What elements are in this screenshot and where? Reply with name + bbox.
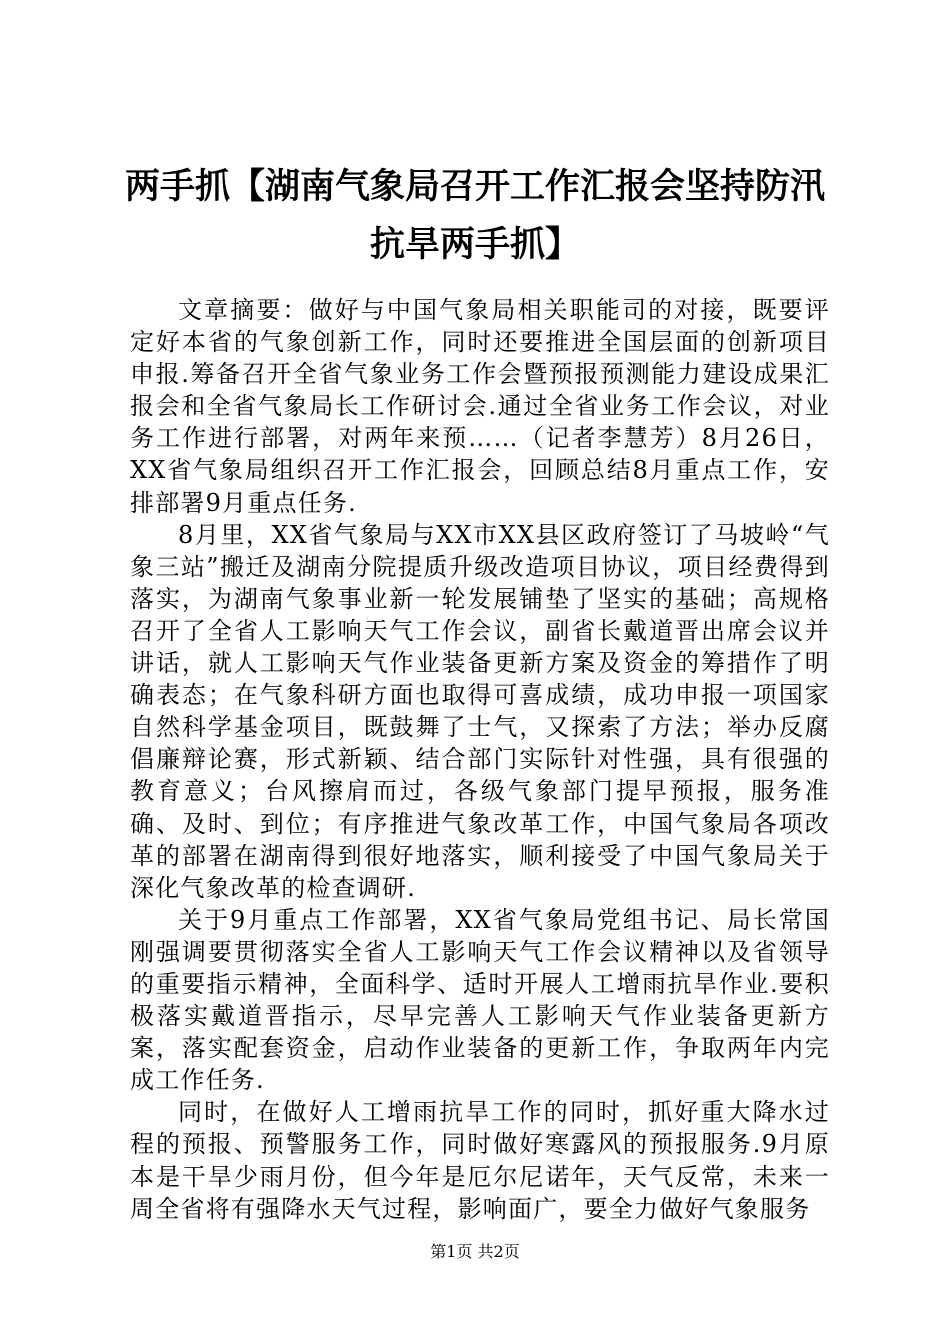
page-footer	[0, 1242, 950, 1262]
document-body	[130, 294, 830, 1225]
paragraph-august-work: 8月里，XX省气象局与XX市XX县区政府签订了马坡岭“气象三站”搬迁及湖南分院提质升级改造项目协议，项目经费得到落实，为湖南气象事业新一轮发展铺垫了坚实的基础；高规格召开了全省人工影响天气工作会议，副省长戴道晋出席会议并讲话，就人工影响天气作业装备更新方案及资金的筹措作了明确表态；在气象科研方面也取得可喜成绩，成功申报一项国家自然科学基金项目，既鼓舞了士气，又探索了方法；举办反腐倡廉辩论赛，形式新颖、结合部门实际针对性强，具有很强的教育意义；台风擦肩而过，各级气象部门提早预报，服务准确、及时、到位；有序推进气象改革工作，中国气象局各项改革的部署在湖南得到很好地落实，顺利接受了中国气象局关于深化气象改革的检查调研.	[130, 520, 830, 902]
page-number-label: 第1页 共2页	[430, 1242, 520, 1261]
paragraph-forecast-service: 同时，在做好人工增雨抗旱工作的同时，抓好重大降水过程的预报、预警服务工作，同时做好寒露风的预报服务.9月原本是干旱少雨月份，但今年是厄尔尼诺年，天气反常，未来一周全省将有强降水天气过程，影响面广，要全力做好气象服务	[130, 1098, 830, 1223]
document-title: 两手抓【湖南气象局召开工作汇报会坚持防汛抗旱两手抓】	[124, 166, 825, 265]
paragraph-september-plan: 关于9月重点工作部署，XX省气象局党组书记、局长常国刚强调要贯彻落实全省人工影响天气工作会议精神以及省领导的重要指示精神，全面科学、适时开展人工增雨抗旱作业.要积极落实戴道晋指示，尽早完善人工影响天气作业装备更新方案，落实配套资金，启动作业装备的更新工作，争取两年内完成工作任务.	[130, 905, 830, 1095]
paragraph-abstract: 文章摘要：做好与中国气象局相关职能司的对接，既要评定好本省的气象创新工作，同时还要推进全国层面的创新项目申报.筹备召开全省气象业务工作会暨预报预测能力建设成果汇报会和全省气象局长工作研讨会.通过全省业务工作会议，对业务工作进行部署，对两年来预……（记者李慧芳）8月26日，XX省气象局组织召开工作汇报会，回顾总结8月重点工作，安排部署9月重点任务.	[130, 296, 830, 517]
